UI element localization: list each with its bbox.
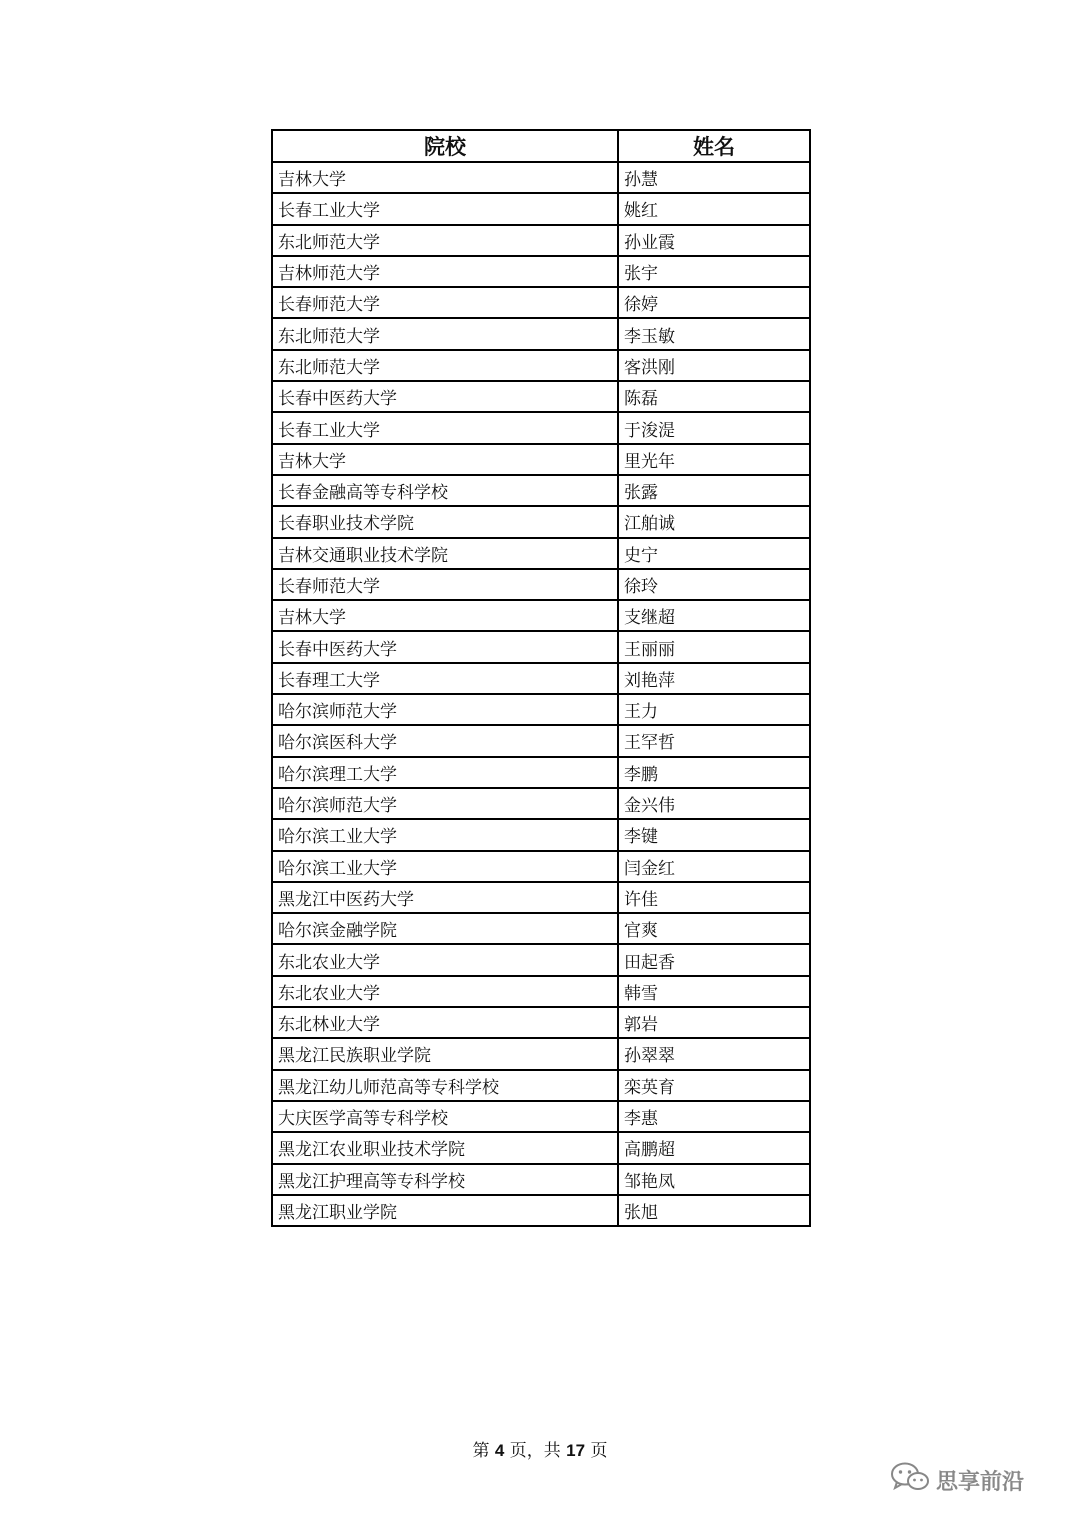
table-row — [272, 913, 810, 944]
name-cell: 里光年 — [618, 444, 810, 475]
table-row — [272, 287, 810, 318]
table-row — [272, 1164, 810, 1195]
school-cell: 吉林大学 — [272, 444, 618, 475]
name-cell: 王罕哲 — [618, 725, 810, 756]
school-cell: 东北农业大学 — [272, 976, 618, 1007]
name-cell: 栾英育 — [618, 1070, 810, 1101]
school-cell: 长春中医药大学 — [272, 381, 618, 412]
name-cell: 田起香 — [618, 944, 810, 975]
name-cell: 许佳 — [618, 882, 810, 913]
school-cell: 黑龙江民族职业学院 — [272, 1038, 618, 1069]
school-cell: 长春理工大学 — [272, 663, 618, 694]
school-cell: 东北师范大学 — [272, 225, 618, 256]
table-row — [272, 162, 810, 193]
name-cell: 刘艳萍 — [618, 663, 810, 694]
school-cell: 长春中医药大学 — [272, 631, 618, 662]
school-cell: 黑龙江农业职业技术学院 — [272, 1132, 618, 1163]
name-cell: 张露 — [618, 475, 810, 506]
name-cell: 于浚湜 — [618, 412, 810, 443]
school-cell: 长春职业技术学院 — [272, 506, 618, 537]
school-cell: 吉林师范大学 — [272, 256, 618, 287]
name-cell: 李玉敏 — [618, 318, 810, 349]
name-cell: 李惠 — [618, 1101, 810, 1132]
school-cell: 东北师范大学 — [272, 318, 618, 349]
name-cell: 张旭 — [618, 1195, 810, 1226]
table-row — [272, 256, 810, 287]
name-cell: 张宇 — [618, 256, 810, 287]
school-cell: 黑龙江中医药大学 — [272, 882, 618, 913]
table-row — [272, 318, 810, 349]
name-cell: 徐玲 — [618, 569, 810, 600]
school-cell: 吉林大学 — [272, 600, 618, 631]
name-cell: 王力 — [618, 694, 810, 725]
table-row — [272, 1132, 810, 1163]
school-cell: 长春工业大学 — [272, 193, 618, 224]
table-row — [272, 1195, 810, 1226]
name-cell: 孙慧 — [618, 162, 810, 193]
school-cell: 长春工业大学 — [272, 412, 618, 443]
name-cell: 史宁 — [618, 538, 810, 569]
table-row — [272, 819, 810, 850]
name-cell: 郭岩 — [618, 1007, 810, 1038]
current-page-number: 4 — [494, 1441, 505, 1460]
wechat-icon — [890, 1461, 936, 1499]
table-row — [272, 569, 810, 600]
table-row — [272, 694, 810, 725]
table-row — [272, 1038, 810, 1069]
table-row — [272, 631, 810, 662]
table-row — [272, 412, 810, 443]
name-cell: 支继超 — [618, 600, 810, 631]
school-cell: 吉林大学 — [272, 162, 618, 193]
name-cell: 孙翠翠 — [618, 1038, 810, 1069]
school-cell: 哈尔滨工业大学 — [272, 851, 618, 882]
school-cell: 吉林交通职业技术学院 — [272, 538, 618, 569]
school-cell: 哈尔滨工业大学 — [272, 819, 618, 850]
table-row — [272, 663, 810, 694]
school-cell: 东北林业大学 — [272, 1007, 618, 1038]
school-cell: 长春金融高等专科学校 — [272, 475, 618, 506]
table-row — [272, 1070, 810, 1101]
table-header-row — [272, 130, 810, 162]
table-row — [272, 1101, 810, 1132]
school-cell: 东北农业大学 — [272, 944, 618, 975]
footer-suffix: 页 — [585, 1441, 608, 1461]
table-row — [272, 725, 810, 756]
name-cell: 徐婷 — [618, 287, 810, 318]
school-cell: 东北师范大学 — [272, 350, 618, 381]
school-cell: 哈尔滨金融学院 — [272, 913, 618, 944]
name-cell: 闫金红 — [618, 851, 810, 882]
table-row — [272, 475, 810, 506]
name-cell: 韩雪 — [618, 976, 810, 1007]
name-cell: 高鹏超 — [618, 1132, 810, 1163]
name-cell: 邹艳凤 — [618, 1164, 810, 1195]
page-footer — [0, 1436, 1080, 1461]
name-cell: 李键 — [618, 819, 810, 850]
table-row — [272, 976, 810, 1007]
table-row — [272, 882, 810, 913]
table-row — [272, 444, 810, 475]
name-cell: 王丽丽 — [618, 631, 810, 662]
table-row — [272, 600, 810, 631]
table-row — [272, 851, 810, 882]
name-cell: 李鹏 — [618, 757, 810, 788]
name-cell: 官爽 — [618, 913, 810, 944]
school-cell: 哈尔滨师范大学 — [272, 694, 618, 725]
footer-prefix: 第 — [472, 1441, 495, 1461]
school-cell: 哈尔滨理工大学 — [272, 757, 618, 788]
total-page-count: 17 — [566, 1441, 586, 1460]
school-cell: 哈尔滨医科大学 — [272, 725, 618, 756]
roster-table — [271, 129, 811, 1227]
name-cell: 孙业霞 — [618, 225, 810, 256]
table-row — [272, 757, 810, 788]
table-row — [272, 944, 810, 975]
watermark-text: 思享前沿 — [936, 1469, 1025, 1495]
name-cell: 江舶诚 — [618, 506, 810, 537]
school-cell: 哈尔滨师范大学 — [272, 788, 618, 819]
name-cell: 陈磊 — [618, 381, 810, 412]
table-row — [272, 381, 810, 412]
table-row — [272, 1007, 810, 1038]
watermark — [890, 1461, 1024, 1499]
table-row — [272, 225, 810, 256]
name-cell: 客洪刚 — [618, 350, 810, 381]
table-row — [272, 538, 810, 569]
school-cell: 长春师范大学 — [272, 569, 618, 600]
header-name: 姓名 — [618, 130, 810, 162]
table-row — [272, 350, 810, 381]
school-cell: 大庆医学高等专科学校 — [272, 1101, 618, 1132]
table-row — [272, 788, 810, 819]
name-cell: 姚红 — [618, 193, 810, 224]
name-cell: 金兴伟 — [618, 788, 810, 819]
footer-middle: 页，共 — [504, 1441, 567, 1461]
school-cell: 黑龙江护理高等专科学校 — [272, 1164, 618, 1195]
table-row — [272, 193, 810, 224]
school-cell: 黑龙江幼儿师范高等专科学校 — [272, 1070, 618, 1101]
school-cell: 长春师范大学 — [272, 287, 618, 318]
header-school: 院校 — [272, 130, 618, 162]
school-cell: 黑龙江职业学院 — [272, 1195, 618, 1226]
table-row — [272, 506, 810, 537]
